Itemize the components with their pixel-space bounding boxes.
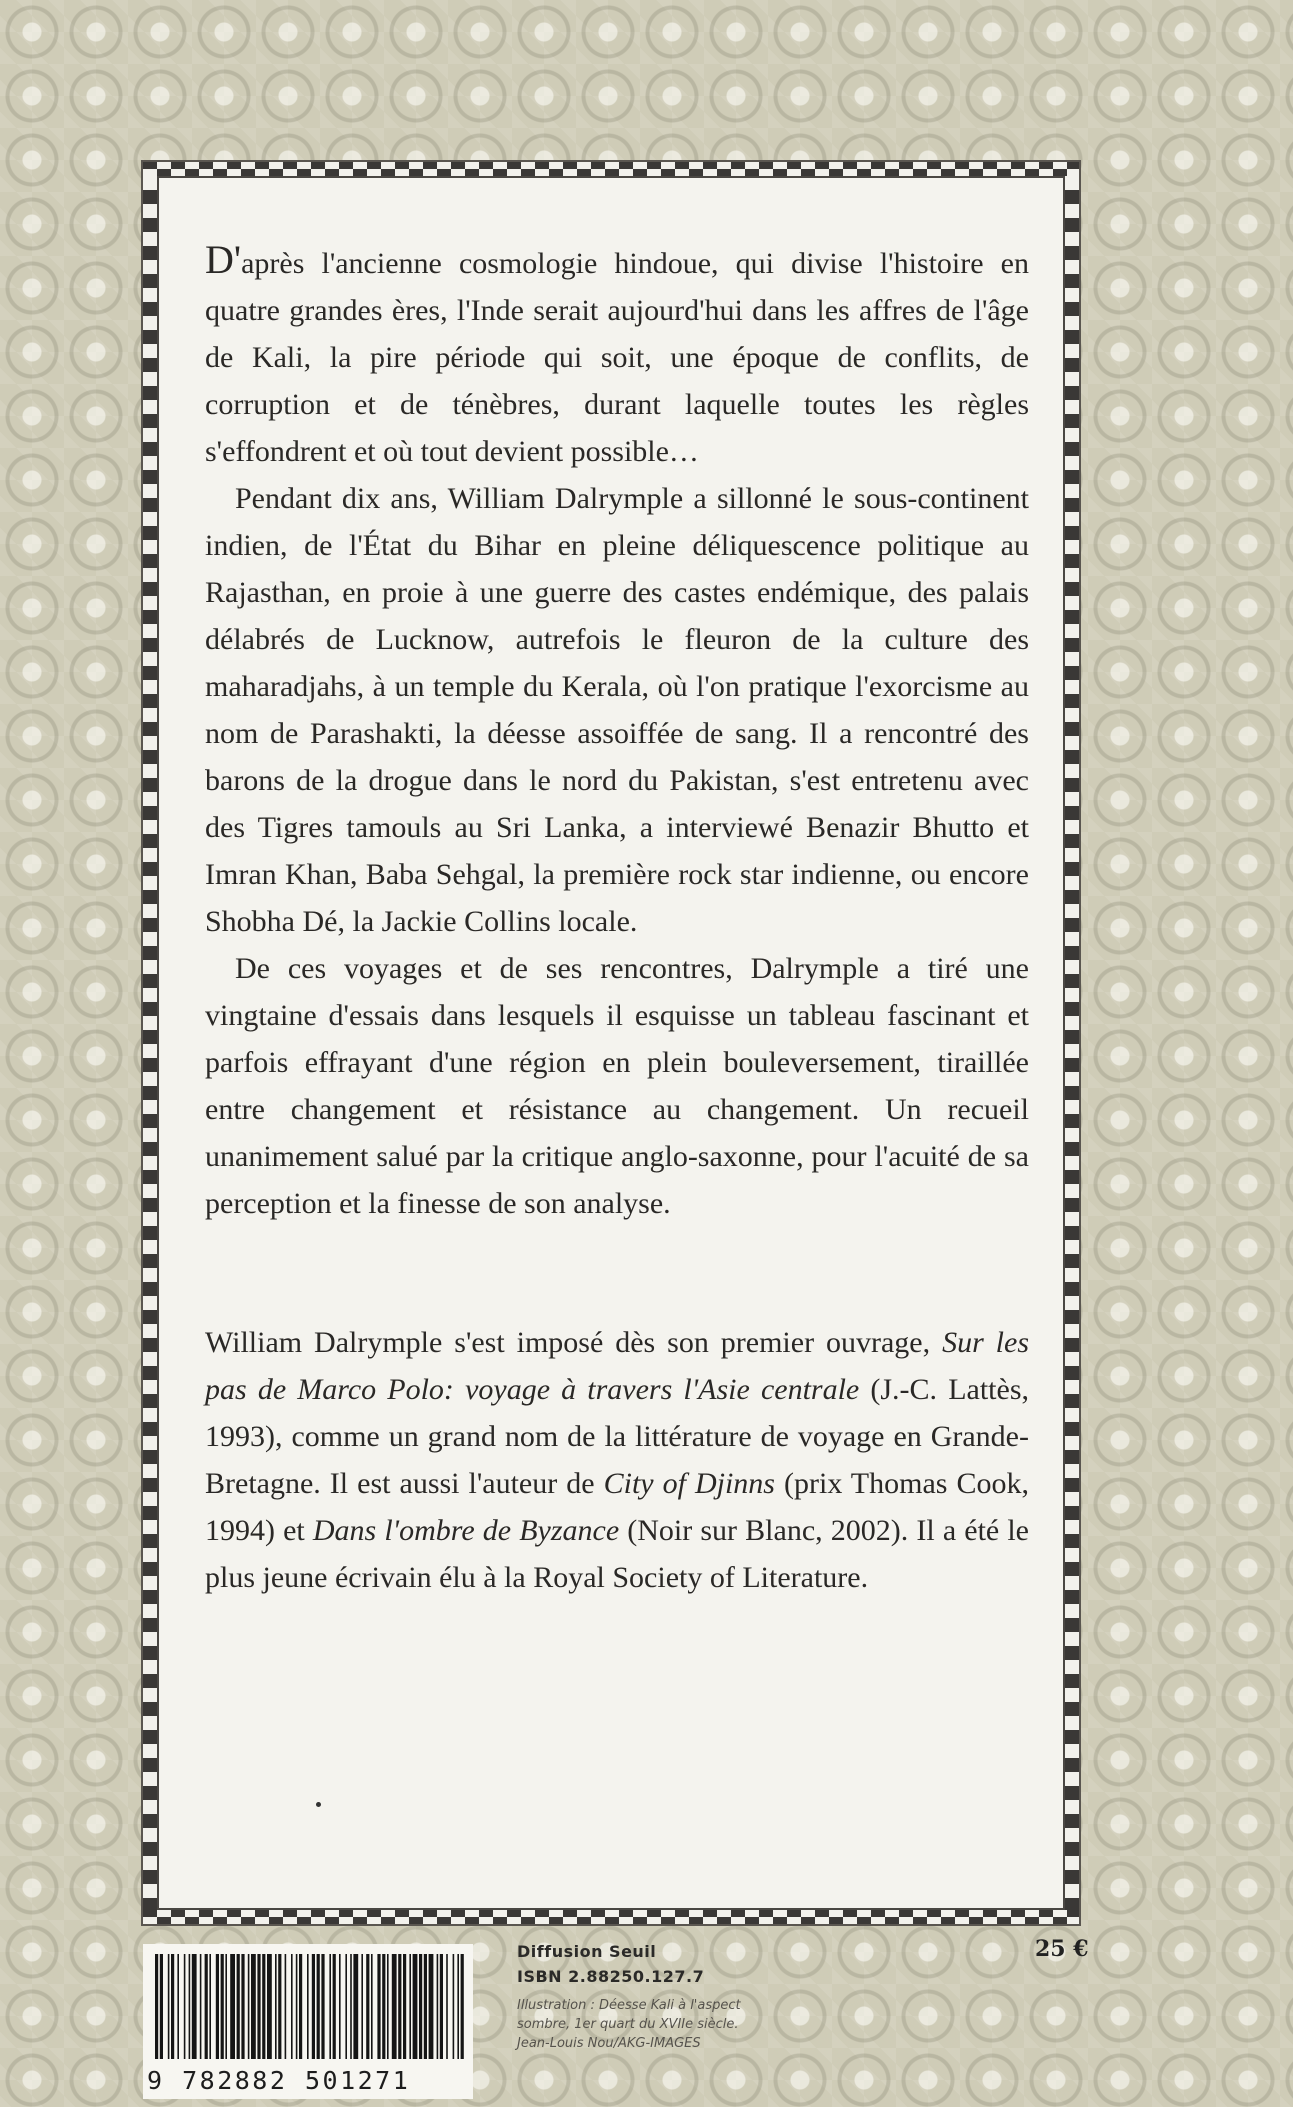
illustration-credit-line-2: sombre, 1er quart du XVIIe siècle. [517, 2017, 739, 2032]
barcode-bar [453, 1954, 455, 2059]
barcode-bar [205, 1954, 208, 2059]
bio-book-title-2: City of Djinns [603, 1467, 775, 1500]
author-bio [205, 1319, 1029, 1601]
barcode-bar [267, 1954, 272, 2059]
barcode-bar [248, 1954, 250, 2059]
barcode-bar [446, 1954, 448, 2059]
barcode-bar [307, 1954, 309, 2059]
barcode-bar [285, 1954, 287, 2059]
barcode-bar [371, 1954, 373, 2059]
barcode-bar [361, 1954, 363, 2059]
barcode-bar [299, 1954, 302, 2059]
barcode-bar [321, 1954, 324, 2059]
barcode-bar [216, 1954, 219, 2059]
bio-text-1: William Dalrymple s'est imposé dès son premier ouvrage, [205, 1326, 943, 1359]
barcode-bar [398, 1954, 401, 2059]
barcode-bar [366, 1954, 369, 2059]
barcode-bar [230, 1954, 235, 2059]
barcode-bar [392, 1954, 397, 2059]
barcode-bar [225, 1954, 227, 2059]
barcode-bar [155, 1954, 158, 2059]
barcode-bar [345, 1954, 347, 2059]
barcode-bar [440, 1954, 443, 2059]
barcode-bar [409, 1954, 411, 2059]
barcode-bar [419, 1954, 422, 2059]
bio-text-3: (prix Thomas Cook, 1994) et [205, 1467, 1029, 1547]
barcode-bar [437, 1954, 439, 2059]
barcode-bar [413, 1954, 418, 2059]
blurb-paragraph-1: D'après l'ancienne cosmologie hindoue, qui divise l'histoire en quatre grandes ères, l'Inde serait aujourd'hui dans les affres de l'âge de Kali, la pire période qui soit, une époque de conflits, de corruption et de ténèbres, durant laquelle toutes les règles s'effondrent et où tout devient possible… [205, 237, 1029, 468]
back-cover-footer [143, 1930, 1133, 2100]
ink-dot [316, 1802, 321, 1807]
barcode-bar [291, 1954, 293, 2059]
blurb-paragraph-2: Pendant dix ans, William Dalrymple a sillonné le sous-continent indien, de l'État du Bihar en pleine déliquescence politique au Rajasthan, en proie à une guerre des castes endémique, des palais délabrés de Lucknow, autrefois le fleuron de la culture des maharadjahs, à un temple du Kerala, où l'on pratique l'exorcisme au nom de Parashakti, la déesse assoiffée de sang. Il a rencontré des barons de la drogue dans le nord du Pakistan, s'est entretenu avec des Tigres tamouls au Sri Lanka, a interviewé Benazir Bhutto et Imran Khan, Baba Sehgal, la première rock star indienne, ou encore Shobha Dé, la Jackie Collins locale. [205, 482, 1029, 938]
barcode-bar [333, 1954, 336, 2059]
blurb-section [205, 236, 1029, 1227]
barcode-bar [177, 1954, 179, 2059]
barcode-bar [221, 1954, 224, 2059]
barcode-bar [339, 1954, 341, 2059]
barcode-bar [403, 1954, 406, 2059]
text-panel-frame [143, 162, 1079, 1924]
barcode-bar [461, 1954, 464, 2059]
barcode-bars-icon [151, 1954, 465, 2059]
barcode-bar [241, 1954, 244, 2059]
price: 25 € [1035, 1936, 1089, 1962]
barcode-bar [296, 1954, 298, 2059]
barcode-bar [160, 1954, 163, 2059]
illustration-credit-line-3: Jean-Louis Nou/AKG-IMAGES [517, 2036, 701, 2051]
barcode-bar [429, 1954, 434, 2059]
barcode-bar [278, 1954, 281, 2059]
barcode [143, 1944, 473, 2099]
barcode-bar [251, 1954, 256, 2059]
bio-text-4: (Noir sur Blanc, 2002). Il a été le plus jeune écrivain élu à la Royal Society of Literature. [205, 1514, 1029, 1594]
barcode-bar [171, 1954, 174, 2059]
barcode-bar [168, 1954, 170, 2059]
barcode-bar [237, 1954, 240, 2059]
blurb-paragraph-3: De ces voyages et de ses rencontres, Dalrymple a tiré une vingtaine d'essais dans lesquels il esquisse un tableau fascinant et parfois effrayant d'une région en plein bouleversement, tiraillée entre changement et résistance au changement. Un recueil unanimement salué par la critique anglo-saxonne, pour l'acuité de sa perception et la finesse de son analyse. [205, 952, 1029, 1220]
illustration-credit-line-1: Illustration : Déesse Kali à l'aspect [517, 1998, 741, 2013]
isbn: ISBN 2.88250.127.7 [517, 1967, 705, 1986]
barcode-bar [457, 1954, 459, 2059]
barcode-bar [424, 1954, 427, 2059]
barcode-bar [209, 1954, 211, 2059]
distributor: Diffusion Seuil [517, 1942, 657, 1961]
publisher-info [517, 1942, 767, 2053]
illustration-credit [517, 1996, 767, 2053]
barcode-bar [382, 1954, 385, 2059]
barcode-bar [275, 1954, 277, 2059]
barcode-bar [329, 1954, 331, 2059]
barcode-bar [189, 1954, 191, 2059]
barcode-bar [192, 1954, 197, 2059]
bio-book-title-1: Sur les pas de Marco Polo: voyage à travers l'Asie centrale [205, 1326, 1030, 1406]
barcode-bar [317, 1954, 320, 2059]
barcode-bar [377, 1954, 380, 2059]
barcode-bar [312, 1954, 315, 2059]
barcode-bar [350, 1954, 352, 2059]
barcode-bar [262, 1954, 265, 2059]
barcode-digits: 9 782882 501271 [147, 2066, 411, 2095]
bio-book-title-3: Dans l'ombre de Byzance [312, 1514, 620, 1547]
author-bio-paragraph [205, 1319, 1029, 1601]
barcode-bar [200, 1954, 202, 2059]
barcode-bar [387, 1954, 389, 2059]
bio-text-2: (J.-C. Lattès, 1993), comme un grand nom de la littérature de voyage en Grande-Bretagne. Il est aussi l'auteur de [205, 1373, 1029, 1500]
barcode-bar [353, 1954, 358, 2059]
barcode-bar [184, 1954, 186, 2059]
text-panel [157, 176, 1065, 1910]
barcode-bar [257, 1954, 260, 2059]
